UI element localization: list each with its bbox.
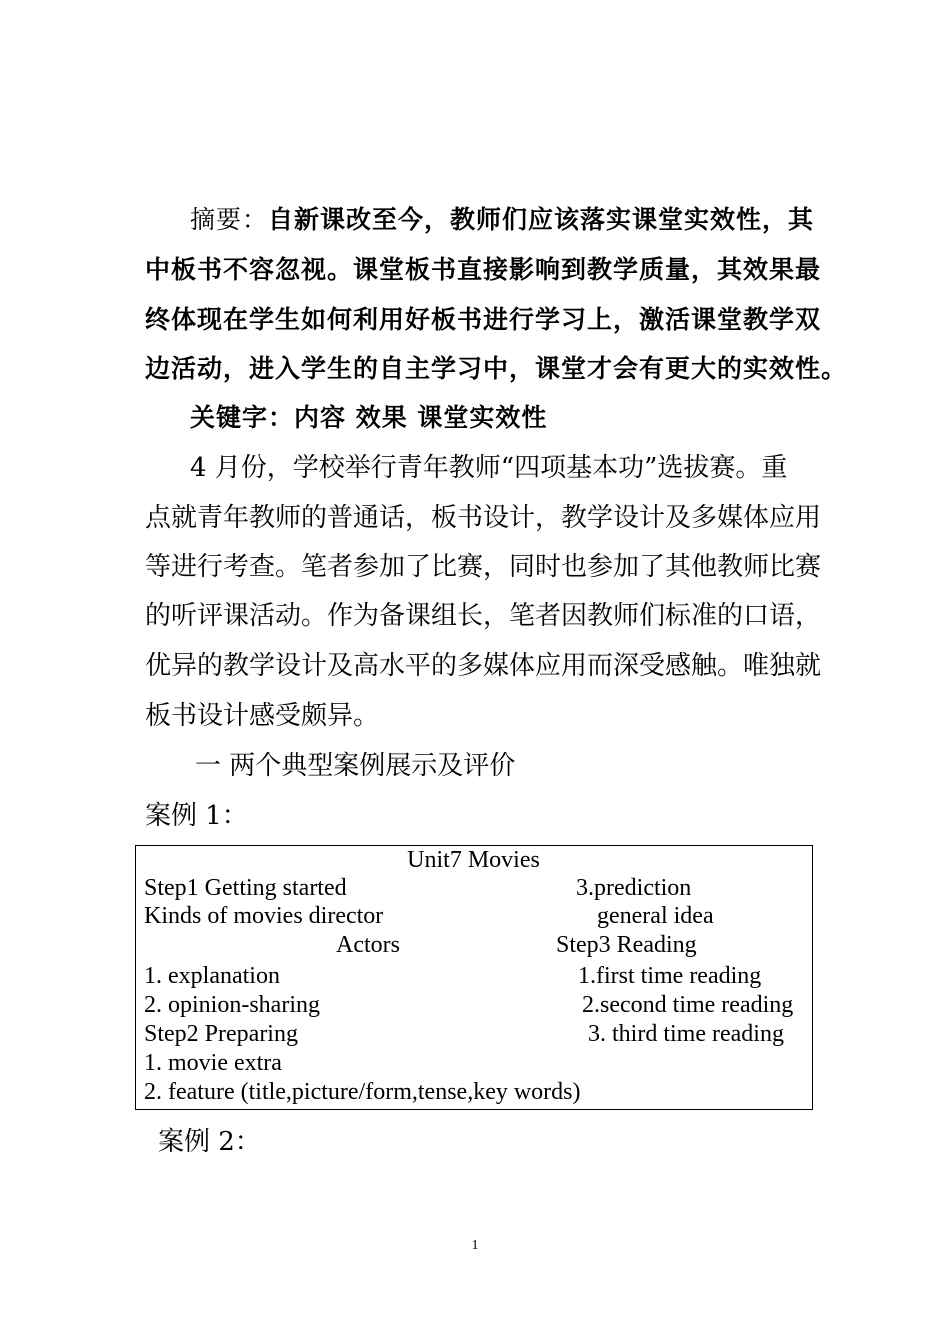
- blackboard-design-box: [135, 845, 813, 1110]
- abstract-line-2: 中板书不容忽视。课堂板书直接影响到教学质量，其效果最: [145, 255, 822, 284]
- board-right-prediction: 3.prediction: [576, 875, 692, 901]
- board-right-general-idea: general idea: [597, 903, 714, 929]
- board-left-explanation: 1. explanation: [144, 963, 280, 989]
- board-left-step1: Step1 Getting started: [144, 875, 347, 901]
- case2-label: 案例 2：: [158, 1127, 261, 1157]
- abstract-line-1: [190, 205, 814, 235]
- page-number: 1: [471, 1238, 479, 1253]
- board-right-step3: Step3 Reading: [556, 932, 697, 958]
- abstract-line-4: 边活动，进入学生的自主学习中，课堂才会有更大的实效性。: [145, 354, 848, 383]
- body-line-2: 点就青年教师的普通话，板书设计，教学设计及多媒体应用: [145, 503, 822, 533]
- board-left-actors: Actors: [336, 932, 400, 958]
- keywords-line: 关键字：内容 效果 课堂实效性: [190, 403, 548, 432]
- board-right-third-reading: 3. third time reading: [588, 1021, 784, 1047]
- board-right-first-reading: 1.first time reading: [578, 963, 762, 989]
- board-right-second-reading: 2.second time reading: [582, 992, 794, 1018]
- board-left-opinion: 2. opinion-sharing: [144, 992, 320, 1018]
- body-line-5: 优异的教学设计及高水平的多媒体应用而深受感触。唯独就: [145, 651, 822, 681]
- abstract-line-3: 终体现在学生如何利用好板书进行学习上，激活课堂教学双: [145, 305, 822, 334]
- board-left-feature: 2. feature (title,picture/form,tense,key words): [144, 1079, 581, 1105]
- abstract-text-1: 自新课改至今，教师们应该落实课堂实效性，其: [268, 205, 815, 234]
- board-left-step2: Step2 Preparing: [144, 1021, 298, 1047]
- case1-label: 案例 1：: [145, 801, 248, 831]
- board-left-movie-extra: 1. movie extra: [144, 1050, 282, 1076]
- board-left-kinds: Kinds of movies director: [144, 903, 384, 929]
- body-line-1: 4 月份，学校举行青年教师“四项基本功”选拔赛。重: [190, 453, 788, 483]
- body-line-3: 等进行考查。笔者参加了比赛，同时也参加了其他教师比赛: [145, 552, 822, 582]
- abstract-label: 摘要：: [190, 205, 269, 234]
- board-title: Unit7 Movies: [407, 847, 540, 873]
- section-heading: 一 两个典型案例展示及评价: [195, 751, 516, 781]
- body-line-4: 的听评课活动。作为备课组长，笔者因教师们标准的口语，: [145, 601, 822, 631]
- body-line-6: 板书设计感受颇异。: [145, 701, 380, 731]
